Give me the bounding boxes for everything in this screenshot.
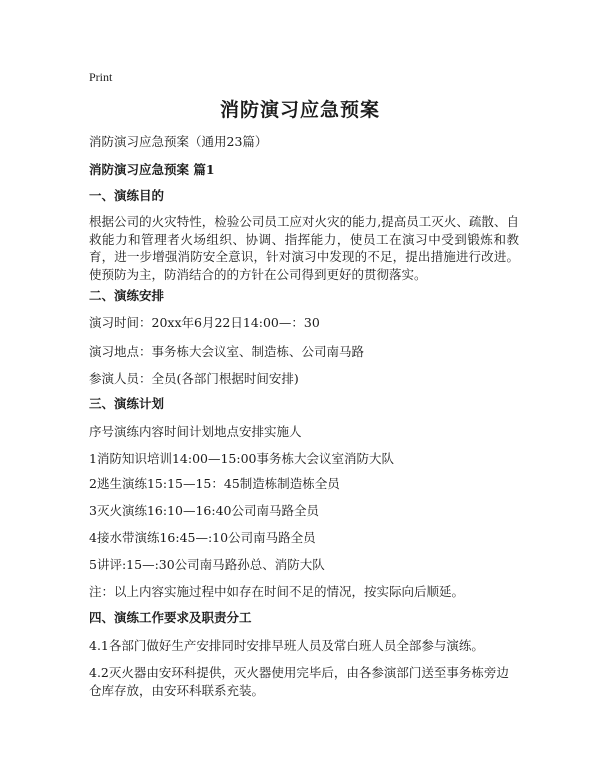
drill-participants: 参演人员：全员(各部门根据时间安排) <box>89 371 299 386</box>
section-heading-arrangement: 二、演练安排 <box>89 288 165 303</box>
plan-row: 3灭火演练16:10—16:40公司南马路全员 <box>89 503 319 518</box>
plan-table-header: 序号演练内容时间计划地点安排实施人 <box>89 424 302 439</box>
page-title: 消防演习应急预案 <box>219 99 380 121</box>
plan-note: 注：以上内容实施过程中如存在时间不足的情况，按实际向后顺延。 <box>89 584 465 599</box>
drill-location: 演习地点：事务栋大会议室、制造栋、公司南马路 <box>89 344 365 359</box>
document-subtitle: 消防演习应急预案（通用23篇） <box>89 134 268 149</box>
plan-row: 1消防知识培训14:00—15:00事务栋大会议室消防大队 <box>89 451 394 466</box>
article-heading: 消防演习应急预案 篇1 <box>89 162 215 177</box>
plan-row: 2逃生演练15:15—15：45制造栋制造栋全员 <box>89 476 340 491</box>
purpose-paragraph: 根据公司的火灾特性，检验公司员工应对火灾的能力,提高员工灭火、疏散、自救能力和管理者火场组织、协调、指挥能力，使员工在演习中受到锻炼和教育，进一步增强消防安全意识，针对演习中发现的不足，提出措施进行改进。使预防为主，防消结合的的方针在公司得到更好的贯彻落实。 <box>89 214 519 282</box>
section-heading-purpose: 一、演练目的 <box>89 188 165 203</box>
section-heading-plan: 三、演练计划 <box>89 396 165 411</box>
drill-time: 演习时间：20xx年6月22日14:00—：30 <box>89 315 320 330</box>
print-link[interactable]: Print <box>89 70 113 84</box>
section-heading-requirements: 四、演练工作要求及职责分工 <box>89 610 252 625</box>
requirement-item: 4.2灭火器由安环科提供，灭火器使用完毕后，由各参演部门送至事务栋旁边仓库存放，由安环科联系充装。 <box>89 665 509 698</box>
plan-row: 5讲评:15—:30公司南马路孙总、消防大队 <box>89 557 325 572</box>
requirement-item: 4.1各部门做好生产安排同时安排早班人员及常白班人员全部参与演练。 <box>89 638 484 653</box>
plan-row: 4接水带演练16:45—:10公司南马路全员 <box>89 530 316 545</box>
